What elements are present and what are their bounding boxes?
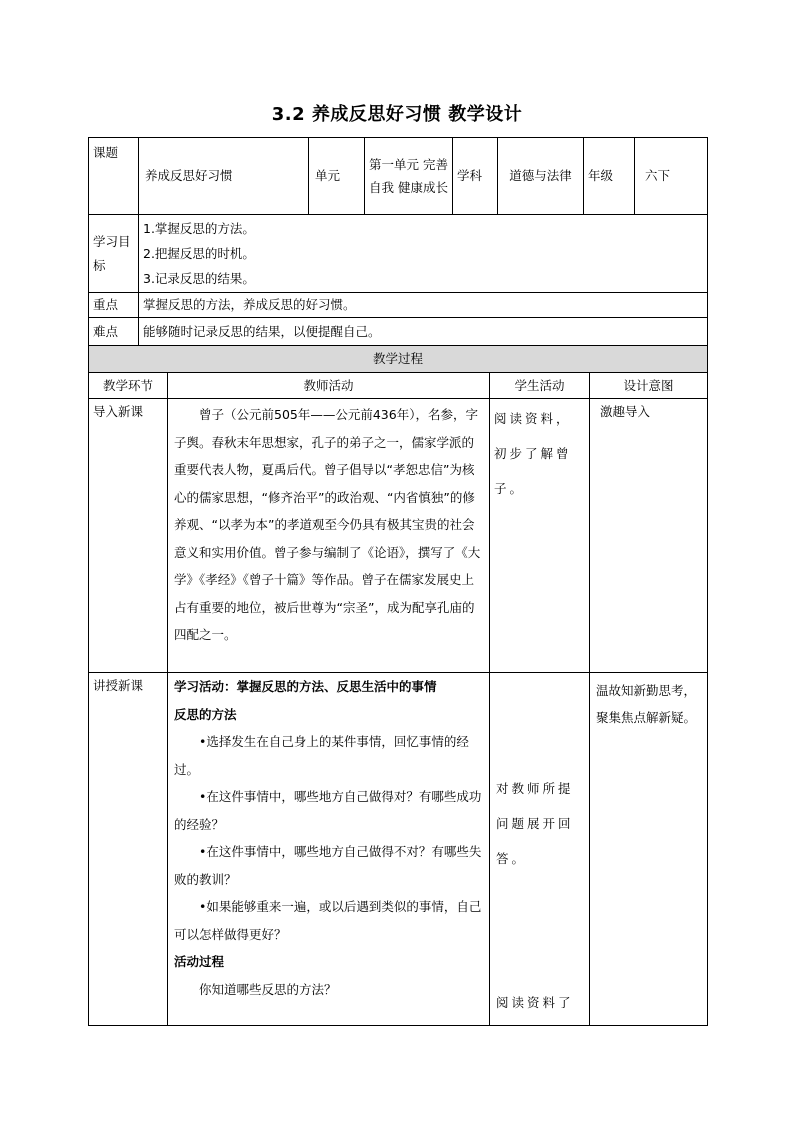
- method-bullet: •如果能够重来一遍，或以后遇到类似的事情，自己可以怎样做得更好？: [174, 899, 482, 942]
- method-bullet: •在这件事情中，哪些地方自己做得不对？有哪些失败的教训？: [174, 844, 482, 887]
- student-reading: 阅读资料了: [496, 995, 574, 1010]
- process-title: 教学过程: [89, 346, 708, 373]
- intent-intro: 激趣导入: [590, 399, 708, 673]
- question-text: 你知道哪些反思的方法？: [199, 981, 337, 997]
- grade-value: 六下: [635, 138, 708, 215]
- label-topic: 课题: [89, 138, 139, 215]
- student-answer: 对教师所提问题展开回答。: [496, 781, 574, 866]
- student-intro: 阅读资料，初步了解曾子。: [490, 399, 590, 673]
- goal-item: 2.把握反思的时机。: [143, 246, 255, 261]
- label-difficulty: 难点: [89, 318, 139, 346]
- goal-item: 3.记录反思的结果。: [143, 271, 255, 286]
- header-intent: 设计意图: [590, 373, 708, 399]
- activity-title: 学习活动：掌握反思的方法、反思生活中的事情: [174, 679, 437, 694]
- header-student: 学生活动: [490, 373, 590, 399]
- label-unit: 单元: [309, 138, 365, 215]
- label-subject: 学科: [453, 138, 498, 215]
- topic-value: 养成反思好习惯: [139, 138, 309, 215]
- label-grade: 年级: [584, 138, 635, 215]
- process-table: [88, 345, 708, 1026]
- label-goals: 学习目标: [89, 215, 139, 293]
- goal-item: 1.掌握反思的方法。: [143, 221, 255, 236]
- stage-lecture: 讲授新课: [89, 673, 168, 1026]
- method-title: 反思的方法: [174, 706, 237, 722]
- teacher-intro-text: 曾子（公元前505年——公元前436年），名参，字子舆。春秋末年思想家，孔子的弟子之一，儒家学派的重要代表人物，夏禹后代。曾子倡导以“孝恕忠信”为核心的儒家思想，“修齐治平”的政治观、“内省慎独”的修养观、“以孝为本”的孝道观至今仍具有极其宝贵的社会意义和实用价值。曾子参与编制了《论语》，撰写了《大学》《孝经》《曾子十篇》等作品。曾子在儒家发展史上占有重要的地位，被后世尊为“宗圣”，成为配享孔庙的四配之一。: [174, 407, 481, 642]
- document-title: 3.2 养成反思好习惯 教学设计: [271, 104, 523, 125]
- info-table: [88, 137, 708, 346]
- header-stage: 教学环节: [89, 373, 168, 399]
- teacher-intro: [168, 399, 490, 673]
- intent-lecture: 温故知新勤思考，聚集焦点解新疑。: [590, 673, 708, 1026]
- method-bullet: •在这件事情中，哪些地方自己做得对？有哪些成功的经验？: [174, 789, 482, 832]
- unit-value: 第一单元 完善自我 健康成长: [365, 138, 453, 215]
- teacher-lecture: [168, 673, 490, 1026]
- goals-list: [139, 215, 708, 293]
- key-value: 掌握反思的方法，养成反思的好习惯。: [139, 293, 708, 318]
- method-bullet: •选择发生在自己身上的某件事情，回忆事情的经过。: [174, 734, 469, 777]
- student-lecture: [490, 673, 590, 1026]
- subject-value: 道德与法律: [498, 138, 584, 215]
- process-subtitle: 活动过程: [174, 954, 225, 969]
- difficulty-value: 能够随时记录反思的结果，以便提醒自己。: [139, 318, 708, 346]
- stage-intro: 导入新课: [89, 399, 168, 673]
- header-teacher: 教师活动: [168, 373, 490, 399]
- label-key: 重点: [89, 293, 139, 318]
